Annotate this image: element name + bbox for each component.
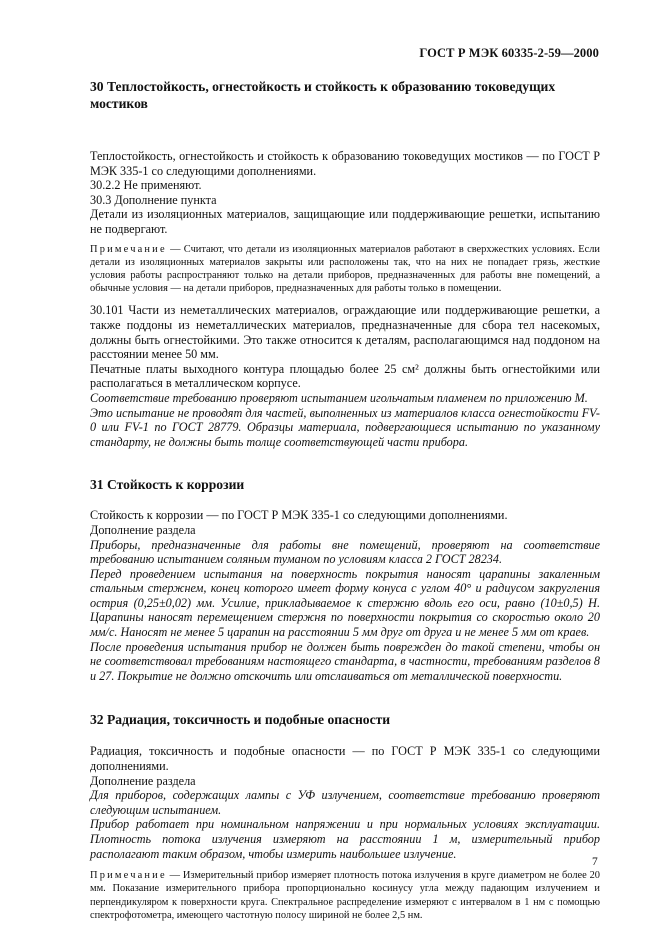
section-30-title: 30 Теплостойкость, огнестойкость и стойкость к образованию токоведущих мостиков [90, 79, 556, 111]
page-content [90, 78, 600, 922]
paragraph-italic: Перед проведением испытания на поверхность покрытия наносят царапины закаленным стальным стержнем, конец которого имеет форму конуса с углом 40° и радиусом закругления острия (0,25±0,02) мм. Усилие, прикладываемое к стержню вдоль его оси, равно (10±0,5) Н. Царапины наносят перемещением стержня по поверхности покрытия со скоростью около 20 мм/с. Наносят не менее 5 царапин на расстоянии 5 мм друг от друга и не менее 5 мм от краев. [90, 566, 600, 640]
paragraph: Печатные платы выходного контура площадью более 25 см² должны быть огнестойкими или располагаться в металлическом корпусе. [90, 361, 600, 391]
paragraph: 30.101 Части из неметаллических материалов, ограждающие или поддерживающие решетки, а также поддоны из неметаллических материалов, предназначенные для сбора тел насекомых, должны быть огнестойкими. Это также относится к деталям, располагающимся над поддоном на расстоянии менее 50 мм. [90, 303, 600, 362]
section-32-title: 32 Радиация, токсичность и подобные опасности [90, 712, 391, 728]
paragraph-italic: После проведения испытания прибор не должен быть поврежден до такой степени, чтобы он не соответствовал требованиям настоящего стандарта, в частности, требованиям разделов 8 и 27. Покрытие не должно отскочить или отслаиваться от металлической поверхности. [90, 639, 600, 683]
document-header: ГОСТ Р МЭК 60335-2-59—2000 [419, 46, 599, 60]
paragraph: Детали из изоляционных материалов, защищающие или поддерживающие решетки, испытанию не подвергают. [90, 207, 600, 236]
paragraph-italic: Это испытание не проводят для частей, выполненных из материалов класса огнестойкости FV-0 или FV-1 по ГОСТ 28779. Образцы материала, подвергающиеся испытанию по указанному стандарту, не должны быть толще соответствующей части прибора. [90, 405, 600, 449]
paragraph: Стойкость к коррозии — по ГОСТ Р МЭК 335-1 со следующими дополнениями. [90, 508, 508, 523]
note [90, 869, 600, 922]
paragraph: Дополнение раздела [90, 522, 196, 537]
paragraph: Дополнение раздела [90, 773, 196, 788]
paragraph-italic: Приборы, предназначенные для работы вне помещений, проверяют на соответствие требованию испытанием соляным туманом по условиям класса 2 ГОСТ 28234. [90, 537, 600, 567]
paragraph: Теплостойкость, огнестойкость и стойкость к образованию токоведущих мостиков — по ГОСТ Р МЭК 335-1 со следующими дополнениями. [90, 149, 600, 178]
page-number: 7 [592, 856, 598, 868]
note-label: Примечание [90, 243, 167, 255]
paragraph: Радиация, токсичность и подобные опасности — по ГОСТ Р МЭК 335-1 со следующими дополнениями. [90, 744, 600, 774]
note-label: Примечание [90, 870, 167, 882]
paragraph: 30.3 Дополнение пункта [90, 192, 217, 207]
section-31-title: 31 Стойкость к коррозии [90, 477, 245, 493]
paragraph-italic: Прибор работает при номинальном напряжении и при нормальных условиях эксплуатации. Плотность потока излучения измеряют на расстоянии 1 м, измерительный прибор располагают таким образом, чтобы измерить наибольшее излучение. [90, 817, 600, 861]
paragraph-italic: Соответствие требованию проверяют испытанием игольчатым пламенем по приложению М. [90, 390, 588, 405]
paragraph-italic: Для приборов, содержащих лампы с УФ излучением, соответствие требованию проверяют следующим испытанием. [90, 788, 600, 817]
note [90, 243, 600, 296]
note-text: — Считают, что детали из изоляционных материалов работают в сверхжестких условиях. Если детали из изоляционных материалов закрыты или расположены так, что на них не попадает грязь, жесткие условия работы распространяют только на детали приборов, предназначенных для работы вне помещений, а обычные условия — на детали приборов, предназначенных для работы только в помещении. [90, 243, 600, 295]
paragraph: 30.2.2 Не применяют. [90, 178, 202, 193]
note-text: — Измерительный прибор измеряет плотность потока излучения в круге диаметром не более 20 мм. Показание измерительного прибора пропорционально косинусу угла между падающим излучением и перпендикуляром к поверхности круга. Спектральное распределение измеряют с интервалом в 1 нм с помощью спектрофотометра, имеющего частотную полосу шириной не более 2,5 нм. [90, 870, 600, 921]
